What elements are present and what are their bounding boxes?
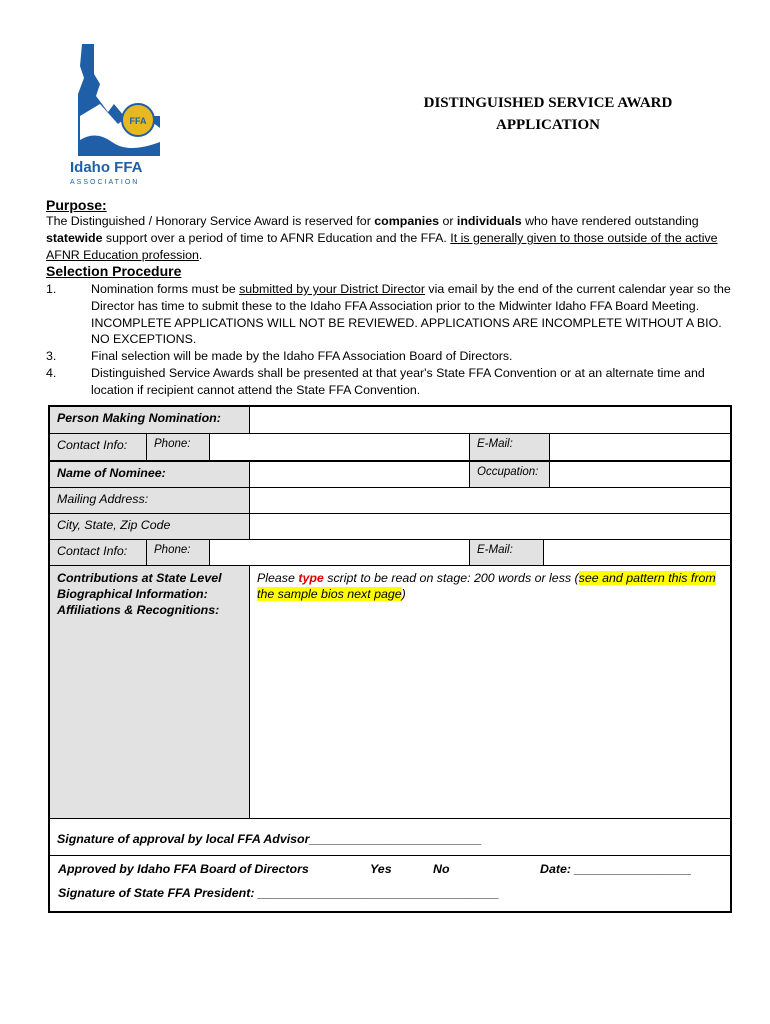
purpose-heading: Purpose: [46, 197, 107, 213]
occupation-label: Occupation: [470, 461, 550, 488]
nominee-phone-field[interactable] [210, 540, 470, 566]
occupation-field[interactable] [550, 461, 732, 488]
city-state-zip-label: City, State, Zip Code [50, 514, 250, 540]
idaho-state-emblem-icon [66, 44, 162, 186]
document-title [362, 92, 734, 136]
selection-heading: Selection Procedure [46, 263, 182, 279]
city-state-zip-field[interactable] [250, 514, 732, 540]
yes-option[interactable]: Yes [370, 862, 392, 876]
person-making-nomination-field[interactable] [250, 407, 732, 434]
purpose-text-5: . [198, 248, 203, 262]
list-item-number: 3. [46, 349, 57, 364]
list-item [46, 348, 736, 365]
purpose-underline: It is generally given to those outside of the active AFNR Education profession [46, 231, 718, 262]
person-making-nomination-label: Person Making Nomination: [50, 407, 250, 434]
nominator-phone-field[interactable] [210, 434, 470, 461]
purpose-text-1: The Distinguished / Honorary Service Award is reserved for [46, 214, 375, 228]
purpose-text-4: support over a period of time to AFNR Education and the FFA. [102, 231, 451, 245]
nominee-phone-label: Phone: [147, 540, 210, 566]
purpose-bold-1: companies [374, 214, 440, 228]
contributions-label [50, 566, 250, 819]
list-item-post: via email by the end of the current calendar year so the Director has time to submit these to the Idaho FFA Association prior to the Midwinter Idaho FFA Board Meeting. INCOMPLETE APPLICATIONS WILL NOT BE REVIEWED. APPLICATIONS ARE INCOMPLETE WITHOUT A BIO. NO EXCEPTIONS. [91, 282, 731, 347]
date-field[interactable]: Date: _________________ [540, 862, 692, 876]
approved-by-board-label: Approved by Idaho FFA Board of Directors [58, 862, 309, 876]
contributions-label-line-2: Biographical Information: [57, 587, 208, 601]
list-item [46, 281, 736, 348]
purpose-text-2: or [439, 214, 457, 228]
contributions-label-line-1: Contributions at State Level [57, 571, 222, 585]
bio-instruction-pre: Please [257, 571, 299, 585]
title-line-1: DISTINGUISHED SERVICE AWARD [423, 95, 673, 111]
purpose-paragraph [46, 213, 726, 264]
contact-info-label: Contact Info: [50, 434, 147, 461]
list-item-pre: Nomination forms must be [91, 282, 240, 296]
bio-instruction-highlight: see and pattern this from the sample bios next page [257, 571, 716, 601]
advisor-signature-line[interactable]: Signature of approval by local FFA Advisor_________________________ [50, 819, 732, 856]
nominee-email-field[interactable] [544, 540, 732, 566]
list-item-underline: submitted by your District Director [239, 282, 425, 296]
contributions-label-line-3: Affiliations & Recognitions: [57, 603, 220, 617]
bio-instruction-type: type [298, 571, 324, 585]
phone-label: Phone: [147, 434, 210, 461]
title-line-2: APPLICATION [496, 117, 600, 133]
logo-text: Idaho FFA [70, 159, 143, 176]
nominator-email-field[interactable] [550, 434, 732, 461]
logo-emblem-text: FFA [129, 116, 147, 126]
email-label: E-Mail: [470, 434, 550, 461]
mailing-address-label: Mailing Address: [50, 488, 250, 514]
bio-instruction-end: ) [401, 587, 406, 601]
president-signature-line[interactable]: Signature of State FFA President: ___________________________________ [58, 886, 500, 900]
name-of-nominee-label: Name of Nominee: [50, 461, 250, 488]
nomination-form [48, 405, 732, 913]
nominee-contact-info-label: Contact Info: [50, 540, 147, 566]
nominee-name-field[interactable] [250, 461, 470, 488]
list-item-number: 1. [46, 282, 57, 296]
no-option[interactable]: No [433, 862, 450, 876]
list-item [46, 365, 736, 399]
list-item-text: Final selection will be made by the Idaho FFA Association Board of Directors. [91, 349, 513, 364]
purpose-bold-2: individuals [456, 214, 522, 228]
nominee-email-label: E-Mail: [470, 540, 544, 566]
list-item-text: Distinguished Service Awards shall be presented at that year's State FFA Convention or at an alternate time and location if recipient cannot attend the State FFA Convention. [91, 365, 705, 397]
list-item-text [91, 281, 736, 348]
purpose-bold-3: statewide [46, 231, 103, 245]
mailing-address-field[interactable] [250, 488, 732, 514]
list-item-number: 4. [46, 365, 57, 380]
bio-instruction-mid: script to be read on stage: 200 words or less ( [323, 571, 579, 585]
idaho-ffa-logo [66, 44, 162, 186]
biography-field[interactable] [250, 566, 732, 819]
logo-subtext: ASSOCIATION [70, 179, 140, 186]
purpose-text-3: who have rendered outstanding [521, 214, 699, 228]
selection-list [46, 281, 736, 399]
